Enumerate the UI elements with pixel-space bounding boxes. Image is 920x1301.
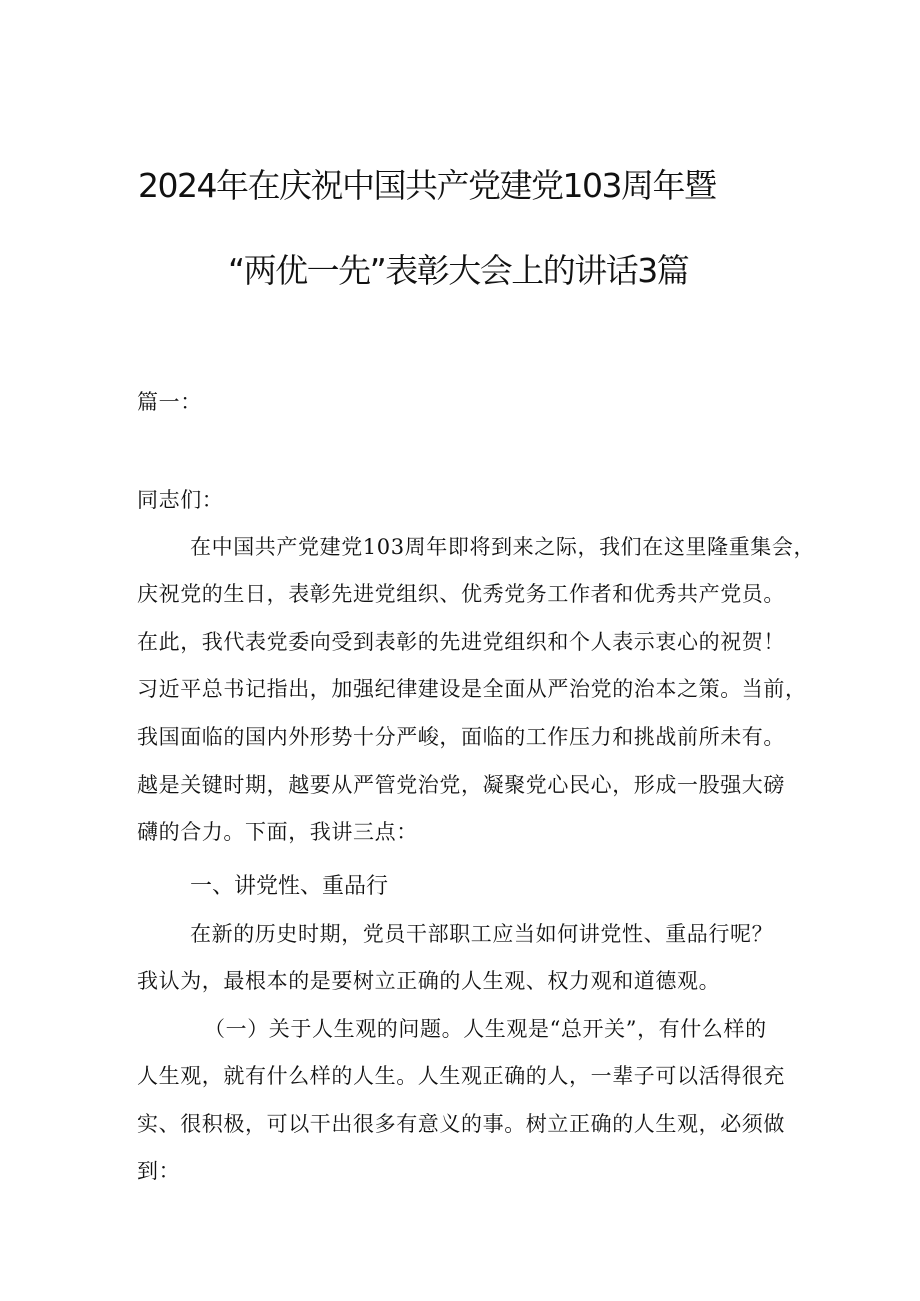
document-title-line-1: 2024年在庆祝中国共产党建党103周年暨 <box>138 166 716 205</box>
section-heading-1: 一、讲党性、重品行 <box>190 874 389 899</box>
paragraph-3-line-4: 到： <box>137 1159 181 1183</box>
paragraph-1-line-1: 在中国共产党建党103周年即将到来之际，我们在这里隆重集会， <box>190 535 816 559</box>
paragraph-1-line-6: 越是关键时期，越要从严管党治党，凝聚党心民心，形成一股强大磅 <box>137 773 785 797</box>
paragraph-1-line-3: 在此，我代表党委向受到表彰的先进党组织和个人表示衷心的祝贺！ <box>137 630 785 654</box>
paragraph-3-line-2: 人生观，就有什么样的人生。人生观正确的人，一辈子可以活得很充 <box>137 1064 785 1088</box>
paragraph-3-line-3: 实、很积极，可以干出很多有意义的事。树立正确的人生观，必须做 <box>137 1112 785 1136</box>
paragraph-2-line-1: 在新的历史时期，党员干部职工应当如何讲党性、重品行呢？ <box>190 922 774 946</box>
paragraph-2-line-2: 我认为，最根本的是要树立正确的人生观、权力观和道德观。 <box>137 969 721 993</box>
paragraph-1-line-2: 庆祝党的生日，表彰先进党组织、优秀党务工作者和优秀共产党员。 <box>137 582 785 606</box>
paragraph-1-line-5: 我国面临的国内外形势十分严峻，面临的工作压力和挑战前所未有。 <box>137 725 785 749</box>
section-label: 篇一： <box>137 390 202 414</box>
document-title-line-2: “两优一先”表彰大会上的讲话3篇 <box>228 251 689 290</box>
salutation: 同志们： <box>137 488 224 512</box>
paragraph-1-line-4: 习近平总书记指出，加强纪律建设是全面从严治党的治本之策。当前， <box>137 677 807 701</box>
paragraph-1-line-7: 礴的合力。下面，我讲三点： <box>137 820 418 844</box>
paragraph-3-line-1: （一）关于人生观的问题。人生观是“总开关”，有什么样的 <box>204 1017 767 1041</box>
